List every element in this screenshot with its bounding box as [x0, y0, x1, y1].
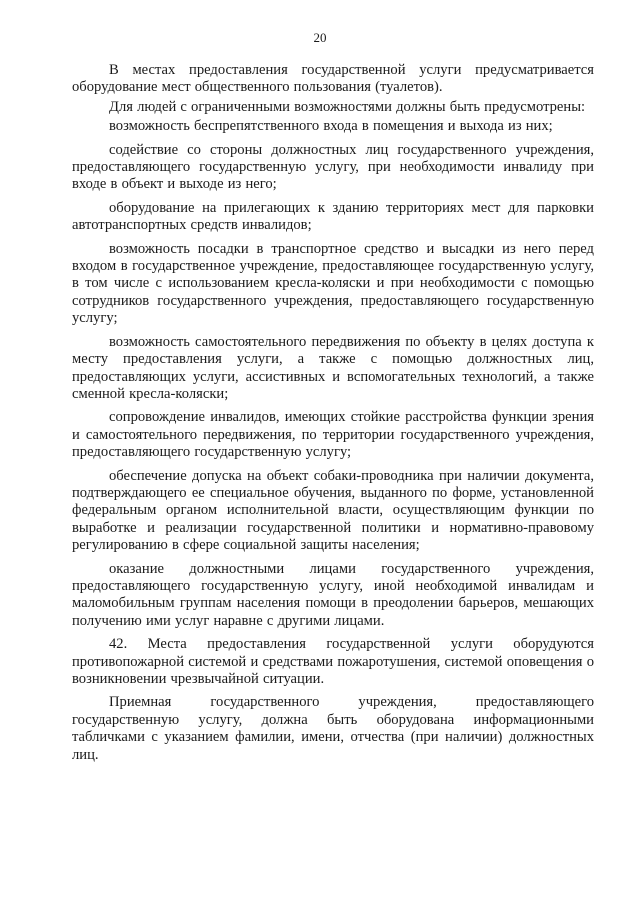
paragraph-barrier-help: оказание должностными лицами государственного учреждения, предоставляющего государственную услугу, иной необходимой инвалидам и маломобильным группам населения помощи в преодолении барьеров, мешающих получению ими услуг наравне с другими лицами.	[72, 560, 594, 629]
paragraph-disability-intro: Для людей с ограниченными возможностями должны быть предусмотрены:	[109, 98, 586, 115]
paragraph-parking: оборудование на прилегающих к зданию территориях мест для парковки автотранспортных средств инвалидов;	[72, 199, 594, 234]
paragraph-public-toilets: В местах предоставления государственной услуги предусматривается оборудование мест общественного пользования (туалетов).	[72, 62, 594, 96]
paragraph-fire-safety: 42. Места предоставления государственной услуги оборудуются противопожарной системой и средствами пожаротушения, системой оповещения о возникновении чрезвычайной ситуации.	[72, 636, 594, 687]
document-body	[72, 62, 594, 770]
paragraph-staff-assistance: содействие со стороны должностных лиц государственного учреждения, предоставляющего государственную услугу, при необходимости инвалиду при входе в объект и выходе из него;	[72, 141, 594, 193]
paragraph-independent-movement: возможность самостоятельного передвижения по объекту в целях доступа к месту предоставления услуги, а также с помощью должностных лиц, предоставляющих услуги, ассистивных и вспомогательных технологий, а также сменной кресла-коляски;	[72, 333, 594, 402]
paragraph-vehicle-boarding: возможность посадки в транспортное средство и высадки из него перед входом в государственное учреждение, предоставляющее государственную услугу, в том числе с использованием кресла-коляски и при необходимости с помощью сотрудников государственного учреждения, предоставляющего государственную услугу;	[72, 240, 594, 327]
paragraph-escort: сопровождение инвалидов, имеющих стойкие расстройства функции зрения и самостоятельного передвижения, по территории государственного учреждения, предоставляющего государственную услугу;	[72, 409, 594, 461]
paragraph-free-entry: возможность беспрепятственного входа в помещения и выхода из них;	[109, 118, 553, 135]
page-number: 20	[313, 30, 327, 45]
paragraph-guide-dog: обеспечение допуска на объект собаки-проводника при наличии документа, подтверждающего ее специальное обучения, выданного по форме, установленной федеральным органом исполнительной власти, осуществляющим функции по выработке и реализации государственной политики и нормативно-правовому регулированию в сфере социальной защиты населения;	[72, 467, 594, 554]
paragraph-reception-signs: Приемная государственного учреждения, предоставляющего государственную услугу, должна быть оборудована информационными табличками с указанием фамилии, имени, отчества (при наличии) должностных лиц.	[72, 694, 594, 763]
